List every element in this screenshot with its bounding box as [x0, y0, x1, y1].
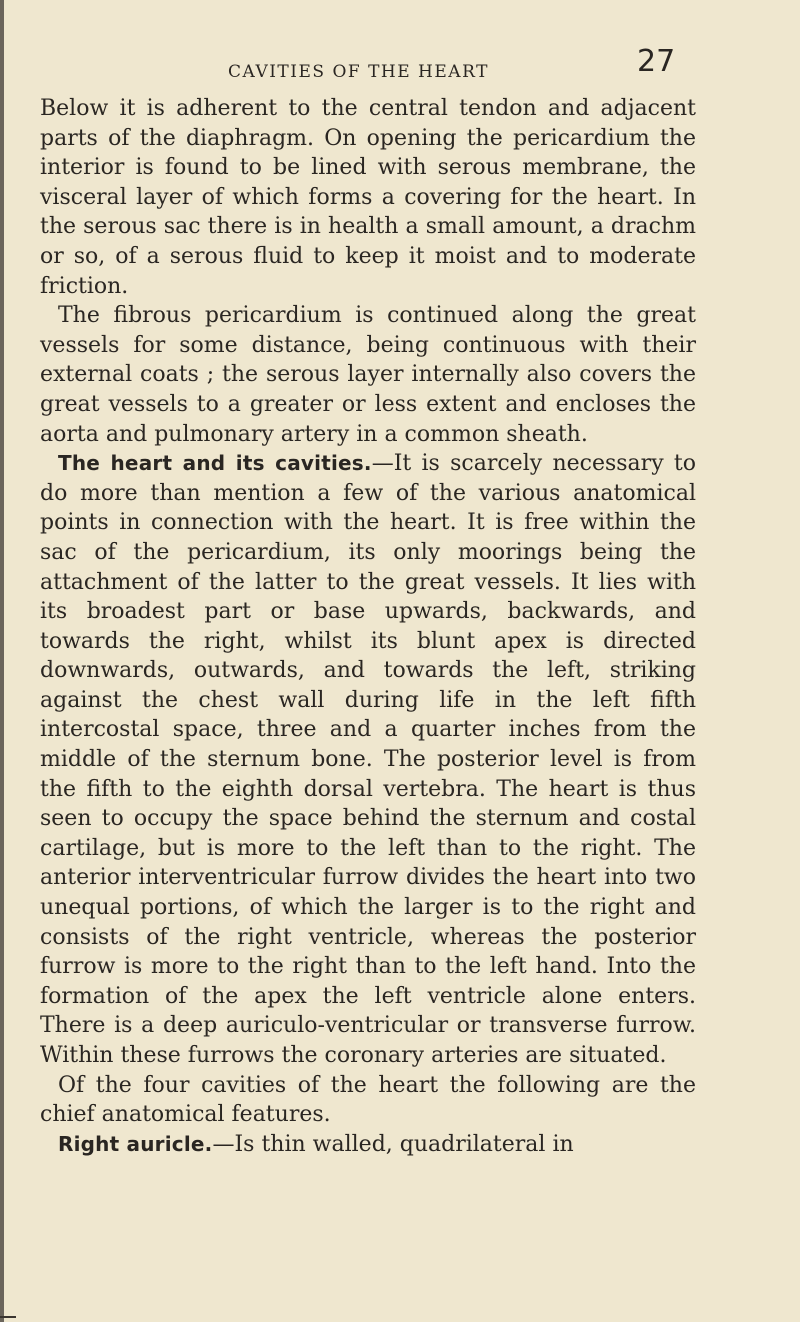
paragraph-1: Below it is adherent to the central tendon and adjacent parts of the diaphragm. On opening the pericardium the interior is found to be lined with serous membrane, the visceral layer of which forms a covering for the heart. In the serous sac there is in health a small amount, a drachm or so, of a serous fluid to keep it moist and to moderate friction. [40, 96, 696, 299]
page-number: 27 [637, 44, 676, 79]
paragraph-5 [40, 1130, 696, 1160]
paragraph-2: The fibrous pericardium is continued along the great vessels for some distance, being continuous with their external coats ; the serous layer internally also covers the great vessels to a greater or less extent and encloses the aorta and pulmonary artery in a common sheath. [40, 303, 696, 447]
paragraph-5-text: —Is thin walled, quadrilateral in [212, 1131, 574, 1157]
body-text [40, 94, 696, 1159]
section-heading-heart-cavities: The heart and its cavities. [58, 451, 372, 476]
bottom-rule [0, 1316, 16, 1318]
page-edge [0, 0, 4, 1322]
section-heading-right-auricle: Right auricle. [58, 1131, 213, 1156]
running-title: CAVITIES OF THE HEART [228, 62, 489, 82]
paragraph-4: Of the four cavities of the heart the following are the chief anatomical features. [40, 1072, 696, 1128]
paragraph-3 [40, 449, 696, 1070]
running-head [0, 44, 800, 86]
paragraph-3-text: —It is scarcely necessary to do more than mention a few of the various anatomical points in connection with the heart. It is free within the sac of the pericardium, its only moorings being the attachment of the latter to the great vessels. It lies with its broadest part or base upwards, backwards, and towards the right, whilst its blunt apex is directed downwards, outwards, and towards the left, striking against the chest wall during life in the left fifth intercostal space, three and a quarter inches from the middle of the sternum bone. The posterior level is from the fifth to the eighth dorsal vertebra. The heart is thus seen to occupy the space behind the sternum and costal cartilage, but is more to the left than to the right. The anterior interventricular furrow divides the heart into two unequal portions, of which the larger is to the right and consists of the right ventricle, whereas the posterior furrow is more to the right than to the left hand. Into the formation of the apex the left ventricle alone enters. There is a deep auriculo-ventricular or transverse furrow. Within these furrows the coronary arteries are situated. [40, 451, 696, 1068]
